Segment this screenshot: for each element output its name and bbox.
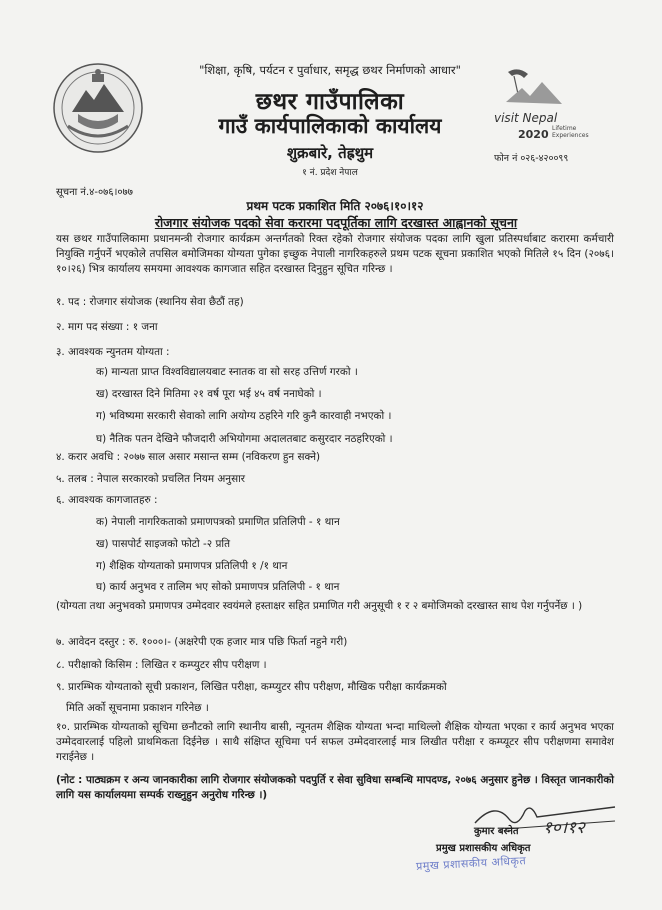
qualification-item: ग) भविष्यमा सरकारी सेवाको लागि अयोग्य ठहरिने गरि कुनै कारवाही नभएको । [96,410,392,422]
svg-text:visit Nepal: visit Nepal [494,111,558,125]
documents-note: (योग्यता तथा अनुभवको प्रमाणपत्र उम्मेदवार स्वयंमले हस्ताक्षर सहित प्रमाणित गरी अनुसूची १ र २ बमोजिमको दरखास्त साथ पेश गर्नुपर्नेछ । ) [56,600,583,612]
item-salary: ५. तलब : नेपाल सरकारको प्रचलित नियम अनुसार [56,473,246,485]
document-item: ख) पासपोर्ट साइजको फोटो -२ प्रति [96,538,231,550]
signatory-name: कुमार बस्नेत [474,826,519,837]
notice-number: सूचना नं.४-०७६।०७७ [56,187,133,198]
publication-date: प्रथम पटक प्रकाशित मिति २०७६।१०।१२ [246,199,424,213]
province: १ नं. प्रदेश नेपाल [302,168,358,178]
svg-text:Experiences: Experiences [552,132,589,139]
motto: "शिक्षा, कृषि, पर्यटन र पुर्वाधार, समृद्ध छथर निर्माणको आधार" [199,63,461,77]
note-paragraph: (नोट : पाठ्यक्रम र अन्य जानकारीका लागि रोजगार संयोजकको पदपुर्ति र सेवा सुविधा सम्बन्धि मापदण्ड, २०७६ अनुसार हुनेछ । विस्तृत जानकारीको लागि यस कार्यालयमा सम्पर्क राख्नुहुन अनुरोध गरिन्छ ।) [56,774,614,801]
item-schedule: ९. प्रारम्भिक योग्यताको सूची प्रकाशन, लिखित परीक्षा, कम्प्युटर सीप परीक्षण, मौखिक परीक्षा कार्यक्रमको [56,681,447,693]
svg-text:2020: 2020 [518,128,549,141]
official-stamp: प्रमुख प्रशासकीय अधिकृत [415,854,527,873]
document-item: क) नेपाली नागरिकताको प्रमाणपत्रको प्रमाणित प्रतिलिपी - १ थान [96,516,340,528]
svg-text:Lifetime: Lifetime [552,125,577,132]
item-fee: ७. आवेदन दस्तुर : रु. १०००।- (अक्षरेपी एक हजार मात्र पछि फिर्ता नहुने गरी) [56,636,348,648]
svg-text:१०।१२: १०।१२ [543,818,585,838]
phone-number: फोन नं ०२६-४२००९९ [494,153,569,164]
item-schedule-continued: मिति अर्को सूचनामा प्रकाशन गरिनेछ । [66,702,209,714]
item-documents-heading: ६. आवश्यक कागजातहरु : [56,494,158,506]
municipality-name: छथर गाउँपालिका [255,89,405,115]
qualification-item: घ) नैतिक पतन देखिने फौजदारी अभियोगमा अदालतबाट कसुरदार नठहरिएको । [96,433,393,445]
item-post: १. पद : रोजगार संयोजक (स्थानिय सेवा छैठौं तह) [56,296,244,308]
qualification-item: ख) दरखास्त दिने मितिमा २१ वर्ष पूरा भई ४५ वर्ष ननाघेको । [96,388,322,400]
item-priority: १०. प्रारम्भिक योग्यताको सूचिमा छनौटको लागि स्थानीय बासी, न्यूनतम शैक्षिक योग्यता भन्दा माथिल्लो शैक्षिक योग्यता भएका र कार्य अनुभव भएका उम्मेदवारलाई पहिलो प्राथमिकता दिईनेछ । साथै संक्षिप्त सूचिमा पर्न सफल उम्मेदवारलाई मात्र लिखीत परीक्षा र कम्प्यूटर सीप परीक्षणमा समावेश गराईनेछ । [56,721,614,763]
visit-nepal-logo [478,64,598,152]
nepal-emblem-icon [52,62,144,154]
qualification-item: क) मान्यता प्राप्त विश्वविद्यालयबाट स्नातक वा सो सरह उत्तिर्ण गरको । [96,366,358,378]
office-address: शुक्रबारे, तेह्रथुम [286,144,374,162]
item-exam-type: ८. परीक्षाको किसिम : लिखित र कम्प्युटर सीप परीक्षण । [56,659,267,671]
item-qualification-heading: ३. आवश्यक न्युनतम योग्यता : [56,346,170,358]
intro-paragraph: यस छथर गाउँपालिकामा प्रधानमन्त्री रोजगार कार्यक्रम अन्तर्गतको रिक्त रहेको रोजगार संयोजक पदका लागि खुला प्रतिस्पर्धाबाट करारमा कर्मचारी नियुक्ति गर्नुपर्ने भएकोले तपसिल बमोजिमका योग्यता पुगेका इच्छुक नेपाली नागरिकहरुले प्रथम पटक सूचना प्रकाशित भएको मितिले १५ दिन (२०७६।१०।२६) भित्र कार्यालय समयमा आवश्यक कागजात सहित दरखास्त दिनुहुन सूचित गरिन्छ । [56,233,614,275]
signatory-title: प्रमुख प्रशासकीय अधिकृत [436,843,531,854]
document-item: ग) शैक्षिक योग्यताको प्रमाणपत्र प्रतिलिपी १ /१ थान [96,560,288,572]
office-name: गाउँ कार्यपालिकाको कार्यालय [218,114,442,138]
notice-subject: रोजगार संयोजक पदको सेवा करारमा पदपूर्तिका लागि दरखास्त आह्वानको सूचना [154,215,518,230]
item-contract: ४. करार अवधि : २०७७ साल असार मसान्त सम्म (नविकरण हुन सक्ने) [56,451,321,463]
document-item: घ) कार्य अनुभव र तालिम भए सोको प्रमाणपत्र प्रतिलिपी - १ थान [96,581,340,593]
item-demand: २. माग पद संख्या : १ जना [56,321,158,333]
